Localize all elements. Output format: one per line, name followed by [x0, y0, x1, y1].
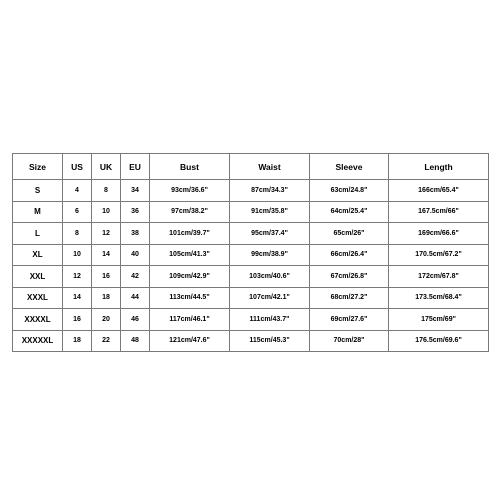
header-row [13, 154, 489, 180]
header-eu: EU [121, 154, 150, 180]
cell-waist: 107cm/42.1" [230, 287, 310, 309]
cell-sleeve: 64cm/25.4" [310, 201, 389, 223]
cell-size: XXXXL [13, 309, 63, 331]
cell-size: S [13, 180, 63, 202]
header-uk: UK [92, 154, 121, 180]
cell-length: 172cm/67.8" [389, 266, 489, 288]
cell-bust: 105cm/41.3" [150, 244, 230, 266]
table-row [13, 330, 489, 352]
cell-waist: 95cm/37.4" [230, 223, 310, 245]
cell-sleeve: 63cm/24.8" [310, 180, 389, 202]
header-sleeve: Sleeve [310, 154, 389, 180]
table-row [13, 180, 489, 202]
cell-sleeve: 69cm/27.6" [310, 309, 389, 331]
cell-uk: 12 [92, 223, 121, 245]
cell-bust: 93cm/36.6" [150, 180, 230, 202]
cell-us: 4 [63, 180, 92, 202]
cell-size: L [13, 223, 63, 245]
cell-size: M [13, 201, 63, 223]
cell-waist: 111cm/43.7" [230, 309, 310, 331]
cell-uk: 22 [92, 330, 121, 352]
table-row [13, 223, 489, 245]
cell-sleeve: 68cm/27.2" [310, 287, 389, 309]
cell-waist: 103cm/40.6" [230, 266, 310, 288]
cell-sleeve: 65cm/26" [310, 223, 389, 245]
cell-length: 176.5cm/69.6" [389, 330, 489, 352]
cell-length: 169cm/66.6" [389, 223, 489, 245]
table-row [13, 201, 489, 223]
cell-waist: 87cm/34.3" [230, 180, 310, 202]
cell-bust: 109cm/42.9" [150, 266, 230, 288]
table-row [13, 309, 489, 331]
cell-us: 8 [63, 223, 92, 245]
cell-size: XL [13, 244, 63, 266]
cell-us: 10 [63, 244, 92, 266]
cell-length: 175cm/69" [389, 309, 489, 331]
cell-bust: 101cm/39.7" [150, 223, 230, 245]
cell-length: 173.5cm/68.4" [389, 287, 489, 309]
cell-bust: 121cm/47.6" [150, 330, 230, 352]
cell-us: 18 [63, 330, 92, 352]
cell-length: 167.5cm/66" [389, 201, 489, 223]
cell-uk: 18 [92, 287, 121, 309]
size-chart-table [12, 153, 489, 352]
cell-eu: 40 [121, 244, 150, 266]
cell-eu: 48 [121, 330, 150, 352]
cell-bust: 113cm/44.5" [150, 287, 230, 309]
cell-sleeve: 66cm/26.4" [310, 244, 389, 266]
cell-eu: 36 [121, 201, 150, 223]
cell-size: XXXL [13, 287, 63, 309]
cell-size: XXXXXL [13, 330, 63, 352]
cell-us: 12 [63, 266, 92, 288]
cell-eu: 44 [121, 287, 150, 309]
cell-length: 170.5cm/67.2" [389, 244, 489, 266]
cell-uk: 20 [92, 309, 121, 331]
cell-waist: 91cm/35.8" [230, 201, 310, 223]
cell-sleeve: 70cm/28" [310, 330, 389, 352]
cell-eu: 38 [121, 223, 150, 245]
header-waist: Waist [230, 154, 310, 180]
cell-sleeve: 67cm/26.8" [310, 266, 389, 288]
cell-waist: 99cm/38.9" [230, 244, 310, 266]
cell-uk: 8 [92, 180, 121, 202]
cell-us: 16 [63, 309, 92, 331]
cell-us: 14 [63, 287, 92, 309]
header-length: Length [389, 154, 489, 180]
header-us: US [63, 154, 92, 180]
cell-length: 166cm/65.4" [389, 180, 489, 202]
cell-bust: 97cm/38.2" [150, 201, 230, 223]
cell-uk: 14 [92, 244, 121, 266]
cell-eu: 46 [121, 309, 150, 331]
cell-bust: 117cm/46.1" [150, 309, 230, 331]
table-row [13, 266, 489, 288]
table-row [13, 244, 489, 266]
cell-eu: 42 [121, 266, 150, 288]
header-bust: Bust [150, 154, 230, 180]
table-row [13, 287, 489, 309]
cell-eu: 34 [121, 180, 150, 202]
cell-uk: 10 [92, 201, 121, 223]
cell-us: 6 [63, 201, 92, 223]
cell-waist: 115cm/45.3" [230, 330, 310, 352]
cell-size: XXL [13, 266, 63, 288]
cell-uk: 16 [92, 266, 121, 288]
header-size: Size [13, 154, 63, 180]
